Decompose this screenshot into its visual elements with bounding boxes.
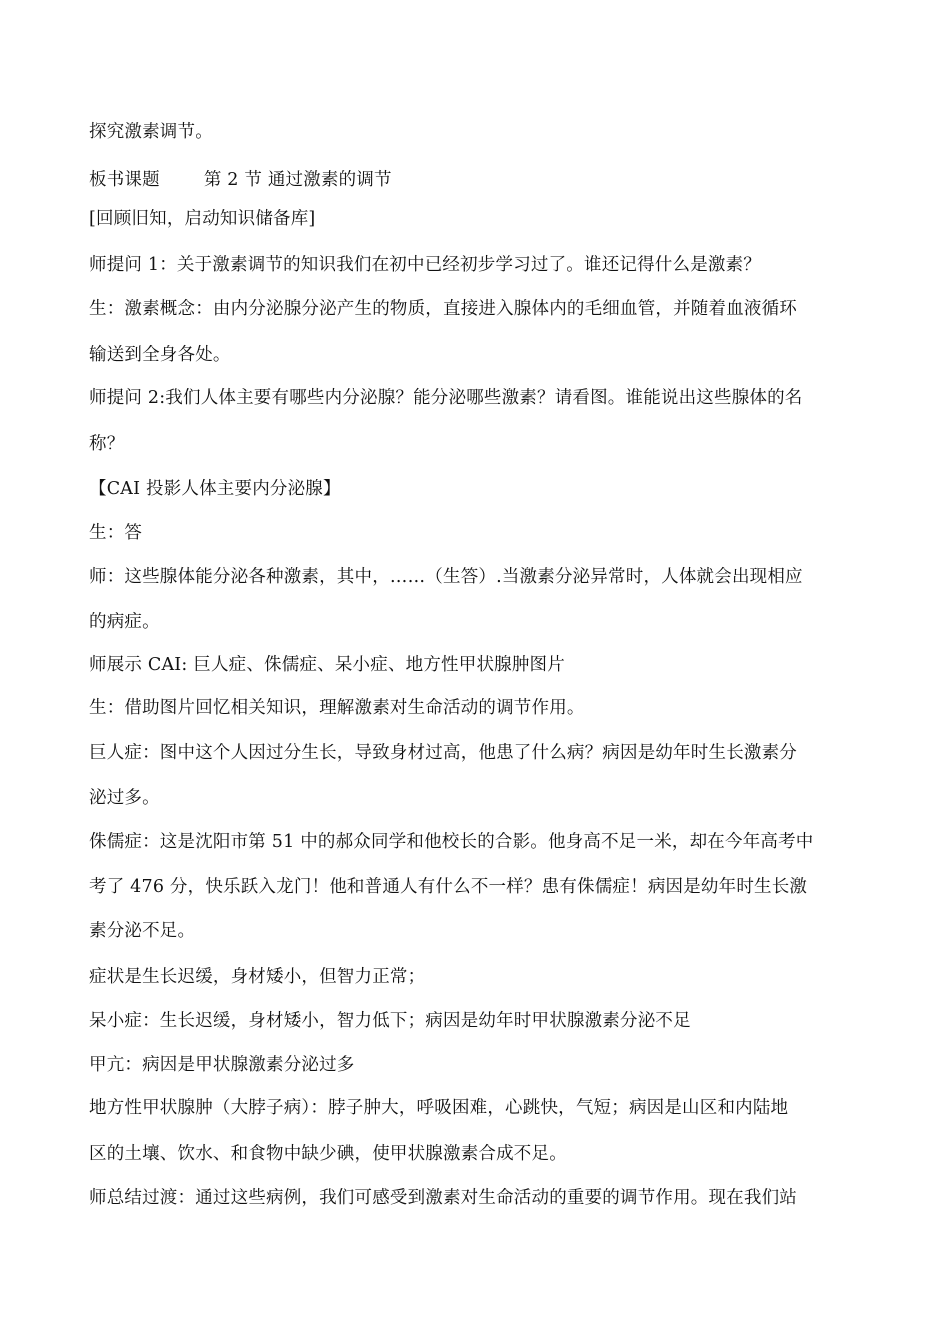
text-line: 甲亢：病因是甲状腺激素分泌过多 bbox=[89, 1055, 355, 1075]
text-line: 素分泌不足。 bbox=[89, 921, 196, 941]
text-line: 师提问 1：关于激素调节的知识我们在初中已经初步学习过了。谁还记得什么是激素？ bbox=[89, 255, 761, 275]
text-line: 考了 476 分，快乐跃入龙门！他和普通人有什么不一样？患有侏儒症！病因是幼年时生长激 bbox=[89, 877, 808, 897]
text-line: 泌过多。 bbox=[89, 788, 160, 808]
text-line: 输送到全身各处。 bbox=[89, 345, 231, 365]
text-line: 地方性甲状腺肿（大脖子病）：脖子肿大，呼吸困难，心跳快，气短；病因是山区和内陆地 bbox=[89, 1098, 789, 1118]
text-line: 呆小症：生长迟缓，身材矮小，智力低下；病因是幼年时甲状腺激素分泌不足 bbox=[89, 1011, 691, 1031]
text-line: 巨人症：图中这个人因过分生长，导致身材过高，他患了什么病？病因是幼年时生长激素分 bbox=[89, 743, 797, 763]
text-line: 师展示 CAI: 巨人症、侏儒症、呆小症、地方性甲状腺肿图片 bbox=[89, 655, 565, 675]
text-line: 师：这些腺体能分泌各种激素，其中，……（生答）.当激素分泌异常时，人体就会出现相应 bbox=[89, 567, 803, 587]
text-line: 师提问 2:我们人体主要有哪些内分泌腺？能分泌哪些激素？请看图。谁能说出这些腺体的名 bbox=[89, 388, 803, 408]
text-line: 探究激素调节。 bbox=[89, 122, 213, 142]
text-line: [回顾旧知，启动知识储备库] bbox=[89, 209, 316, 229]
text-line: 师总结过渡：通过这些病例，我们可感受到激素对生命活动的重要的调节作用。现在我们站 bbox=[89, 1188, 797, 1208]
text-line: 称？ bbox=[89, 434, 125, 454]
section-heading-line bbox=[89, 169, 392, 191]
text-line: 的病症。 bbox=[89, 612, 160, 632]
text-line: 【CAI 投影人体主要内分泌腺】 bbox=[89, 479, 341, 499]
text-line: 区的土壤、饮水、和食物中缺少碘，使甲状腺激素合成不足。 bbox=[89, 1144, 567, 1164]
text-line: 生：答 bbox=[89, 523, 143, 543]
section-title: 第 2 节 通过激素的调节 bbox=[203, 170, 392, 190]
text-line: 症状是生长迟缓，身材矮小，但智力正常； bbox=[89, 967, 426, 987]
board-topic-label: 板书课题 bbox=[89, 170, 160, 190]
text-line: 侏儒症：这是沈阳市第 51 中的郝众同学和他校长的合影。他身高不足一米，却在今年高考中 bbox=[89, 832, 814, 852]
text-line: 生：激素概念：由内分泌腺分泌产生的物质，直接进入腺体内的毛细血管，并随着血液循环 bbox=[89, 299, 797, 319]
text-line: 生：借助图片回忆相关知识，理解激素对生命活动的调节作用。 bbox=[89, 698, 585, 718]
